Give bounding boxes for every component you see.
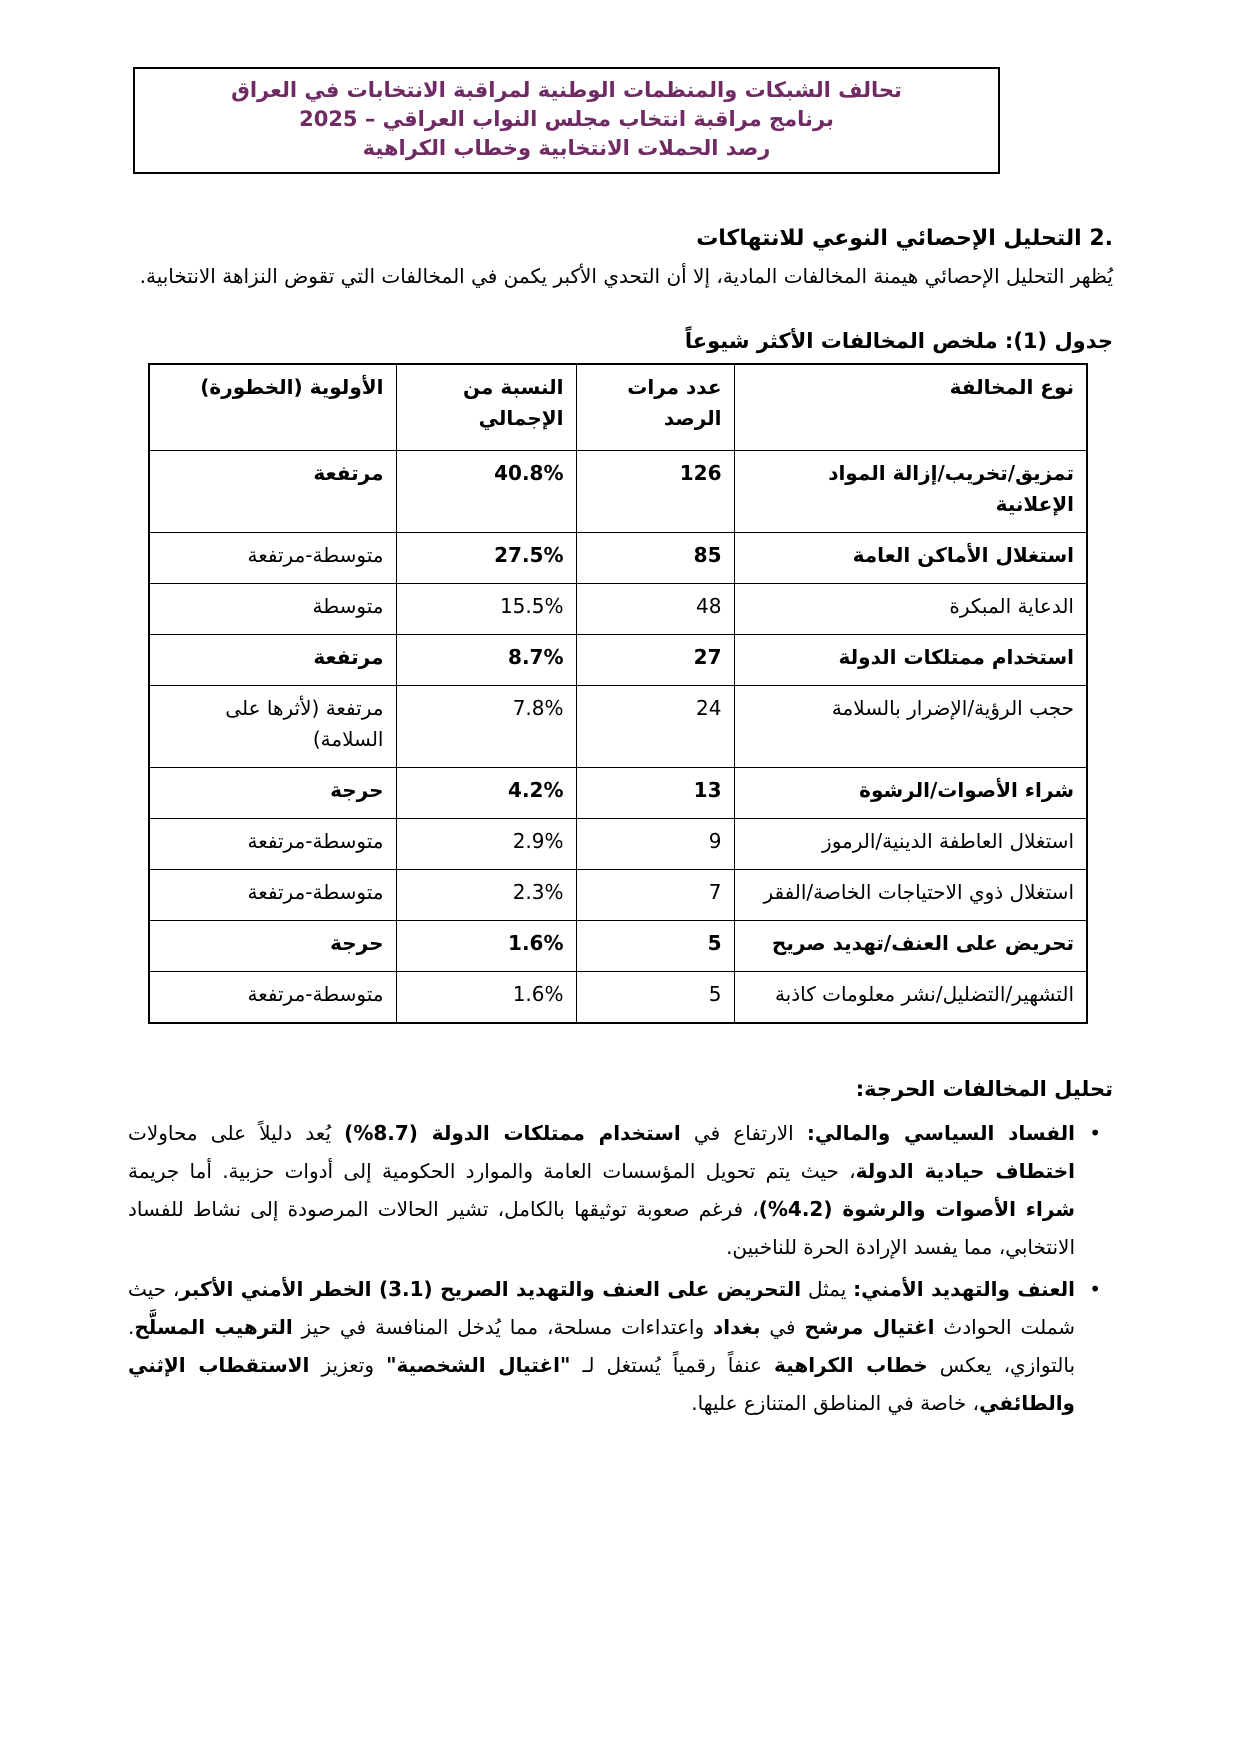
text-segment: الارتفاع في: [680, 1121, 807, 1145]
org-header-box: [133, 67, 1000, 174]
text-segment: بغداد: [712, 1315, 761, 1339]
cell-count: 9: [576, 819, 734, 870]
cell-priority: مرتفعة (لأثرها على السلامة): [149, 686, 396, 768]
intro-paragraph: يُظهر التحليل الإحصائي هيمنة المخالفات المادية، إلا أن التحدي الأكبر يكمن في المخالفات التي تقوض النزاهة الانتخابية.: [139, 264, 1113, 288]
org-title-line-2: برنامج مراقبة انتخاب مجلس النواب العراقي – 2025: [299, 107, 834, 131]
cell-violation-type: استغلال الأماكن العامة: [734, 533, 1087, 584]
cell-priority: حرجة: [149, 768, 396, 819]
text-segment: استخدام ممتلكات الدولة (8.7%): [344, 1121, 681, 1145]
table-row: [149, 972, 1087, 1024]
cell-priority: متوسطة-مرتفعة: [149, 819, 396, 870]
cell-percent: 1.6%: [396, 921, 576, 972]
text-segment: اختطاف حيادية الدولة: [855, 1159, 1075, 1183]
section-heading: [128, 224, 1113, 254]
bullet-icon: •: [1089, 1121, 1101, 1145]
cell-count: 13: [576, 768, 734, 819]
text-segment: ، فرغم صعوبة توثيقها بالكامل، تشير الحالات المرصودة إلى نشاط للفساد الانتخابي، مما يفسد الإرادة الحرة للناخبين.: [128, 1197, 1075, 1259]
text-segment: اغتيال مرشح: [804, 1315, 935, 1339]
text-segment: عنفاً رقمياً يُستغل لـ: [570, 1353, 775, 1377]
bullet-icon: •: [1089, 1277, 1101, 1301]
table-title: جدول (1): ملخص المخالفات الأكثر شيوعاً: [684, 329, 1113, 353]
table-row: [149, 921, 1087, 972]
cell-count: 48: [576, 584, 734, 635]
text-segment: ، حيث شملت الحوادث: [128, 1277, 1076, 1339]
table-row: [149, 819, 1087, 870]
cell-percent: 8.7%: [396, 635, 576, 686]
cell-percent: 1.6%: [396, 972, 576, 1024]
text-segment: خطاب الكراهية: [774, 1353, 928, 1377]
text-segment: يُعد دليلاً على محاولات: [128, 1121, 345, 1145]
analysis-heading: تحليل المخالفات الحرجة:: [855, 1077, 1113, 1101]
text-segment: "اغتيال الشخصية": [386, 1353, 571, 1377]
bullet-item-political-corruption: [128, 1114, 1101, 1266]
text-segment: التحريض على العنف والتهديد الصريح (3.1) الخطر الأمني الأكبر: [179, 1277, 802, 1301]
cell-violation-type: استغلال ذوي الاحتياجات الخاصة/الفقر: [734, 870, 1087, 921]
text-segment: شراء الأصوات والرشوة (4.2%): [758, 1197, 1075, 1221]
cell-violation-type: حجب الرؤية/الإضرار بالسلامة: [734, 686, 1087, 768]
cell-violation-type: استغلال العاطفة الدينية/الرموز: [734, 819, 1087, 870]
cell-percent: 27.5%: [396, 533, 576, 584]
cell-percent: 15.5%: [396, 584, 576, 635]
text-segment: ، خاصة في المناطق المتنازع عليها.: [691, 1391, 980, 1415]
text-segment: وتعزيز: [309, 1353, 387, 1377]
cell-count: 27: [576, 635, 734, 686]
cell-count: 5: [576, 921, 734, 972]
column-header-type: نوع المخالفة: [734, 364, 1087, 451]
org-title-line-1: تحالف الشبكات والمنظمات الوطنية لمراقبة الانتخابات في العراق: [231, 78, 902, 102]
cell-violation-type: تمزيق/تخريب/إزالة المواد الإعلانية: [734, 451, 1087, 533]
text-segment: الترهيب المسلَّح: [134, 1315, 293, 1339]
text-segment: ، حيث يتم تحويل المؤسسات العامة والموارد الحكومية إلى أدوات حزبية. أما جريمة: [128, 1159, 856, 1183]
table-row: [149, 686, 1087, 768]
table-row: [149, 451, 1087, 533]
cell-violation-type: الدعاية المبكرة: [734, 584, 1087, 635]
text-segment: في: [760, 1315, 805, 1339]
text-segment: العنف والتهديد الأمني:: [853, 1277, 1075, 1301]
section-number: 2.: [1089, 226, 1113, 251]
column-header-percent: النسبة من الإجمالي: [396, 364, 576, 451]
cell-priority: متوسطة-مرتفعة: [149, 533, 396, 584]
cell-percent: 2.3%: [396, 870, 576, 921]
cell-priority: مرتفعة: [149, 635, 396, 686]
table-row: [149, 584, 1087, 635]
cell-count: 5: [576, 972, 734, 1024]
analysis-bullet-list: [128, 1114, 1113, 1422]
text-segment: الفساد السياسي والمالي:: [806, 1121, 1076, 1145]
table-row: [149, 533, 1087, 584]
cell-percent: 7.8%: [396, 686, 576, 768]
text-segment: يمثل: [801, 1277, 854, 1301]
table-header-row: [149, 364, 1087, 451]
table-row: [149, 768, 1087, 819]
cell-priority: حرجة: [149, 921, 396, 972]
column-header-count: عدد مرات الرصد: [576, 364, 734, 451]
org-title-line-3: رصد الحملات الانتخابية وخطاب الكراهية: [362, 136, 771, 160]
text-segment: . بالتوازي، يعكس: [128, 1315, 1076, 1377]
cell-percent: 2.9%: [396, 819, 576, 870]
column-header-priority: الأولوية (الخطورة): [149, 364, 396, 451]
cell-priority: متوسطة-مرتفعة: [149, 972, 396, 1024]
cell-priority: مرتفعة: [149, 451, 396, 533]
cell-percent: 40.8%: [396, 451, 576, 533]
text-segment: واعتداءات مسلحة، مما يُدخل المنافسة في حيز: [292, 1315, 713, 1339]
text-segment: الاستقطاب الإثني والطائفي: [128, 1353, 1075, 1415]
section-title-text: التحليل الإحصائي النوعي للانتهاكات: [696, 226, 1082, 251]
cell-count: 126: [576, 451, 734, 533]
cell-priority: متوسطة-مرتفعة: [149, 870, 396, 921]
cell-count: 85: [576, 533, 734, 584]
bullet-item-violence-threat: [128, 1270, 1101, 1422]
cell-violation-type: شراء الأصوات/الرشوة: [734, 768, 1087, 819]
table-row: [149, 870, 1087, 921]
cell-violation-type: التشهير/التضليل/نشر معلومات كاذبة: [734, 972, 1087, 1024]
violations-table: [148, 363, 1088, 1024]
table-row: [149, 635, 1087, 686]
cell-violation-type: استخدام ممتلكات الدولة: [734, 635, 1087, 686]
cell-count: 7: [576, 870, 734, 921]
cell-count: 24: [576, 686, 734, 768]
cell-violation-type: تحريض على العنف/تهديد صريح: [734, 921, 1087, 972]
cell-percent: 4.2%: [396, 768, 576, 819]
cell-priority: متوسطة: [149, 584, 396, 635]
